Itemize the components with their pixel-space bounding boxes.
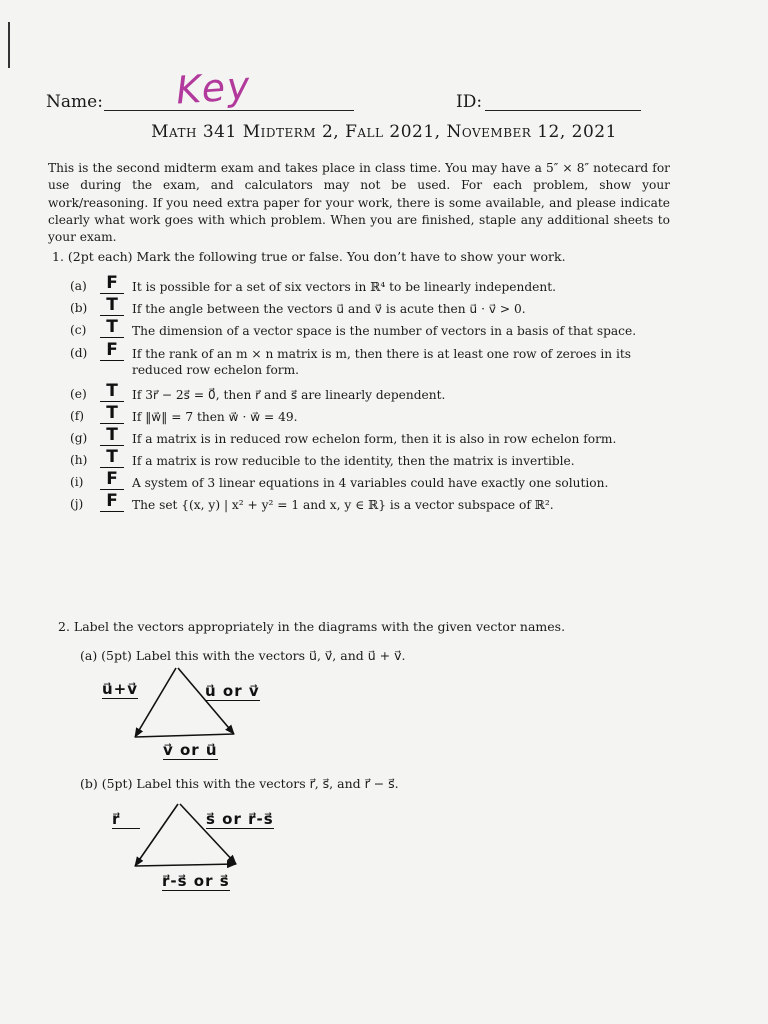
vector-bottom-b	[135, 864, 236, 866]
item-letter: (e)	[70, 387, 87, 401]
statement: If the angle between the vectors u⃗ and v⃗ is acute then u⃗ · v⃗ > 0.	[132, 302, 526, 316]
item-letter: (c)	[70, 323, 87, 337]
id-label: ID:	[456, 92, 483, 112]
statement: If ‖w⃗‖ = 7 then w⃗ · w⃗ = 49.	[132, 410, 298, 424]
statement: If the rank of an m × n matrix is m, then there is at least one row of zeroes in its reduced row echelon form.	[132, 347, 632, 377]
answer-mark: F	[100, 273, 124, 294]
label-b-left: r⃗	[112, 810, 140, 829]
label-b-right: s⃗ or r⃗-s⃗	[206, 810, 274, 828]
vector-right-a	[178, 668, 234, 734]
statement: The set {(x, y) | x² + y² = 1 and x, y ∈ ℝ} is a vector subspace of ℝ².	[132, 498, 554, 512]
page-title: Math 341 Midterm 2, Fall 2021, November 12, 2021	[151, 122, 617, 142]
item-letter: (h)	[70, 453, 88, 467]
answer-mark: T	[100, 425, 124, 446]
item-letter: (a)	[70, 279, 87, 293]
label-b-bottom: r⃗-s⃗ or s⃗	[162, 872, 230, 890]
item-letter: (b)	[70, 301, 88, 315]
q2a-prompt: (a) (5pt) Label this with the vectors u⃗, v⃗, and u⃗ + v⃗.	[80, 648, 406, 663]
answer-mark: T	[100, 317, 124, 338]
label-a-left: u⃗+v⃗	[102, 680, 139, 698]
q1-heading: 1. (2pt each) Mark the following true or false. You don’t have to show your work.	[52, 249, 566, 264]
vector-bottom-a	[135, 734, 234, 737]
instructions: This is the second midterm exam and takes place in class time. You may have a 5″ × 8″ notecard for use during the exam, and calculators may not be used. For each problem, show your work/reasoning. If you need extra paper for your work, there is some available, and please indicate clearly what work goes with which problem. When you are finished, staple any additional sheets to your exam.	[48, 161, 670, 245]
item-letter: (j)	[70, 497, 84, 511]
answer-mark: F	[100, 340, 124, 361]
answer-mark: T	[100, 381, 124, 402]
answer-mark: T	[100, 295, 124, 316]
q2b-prompt: (b) (5pt) Label this with the vectors r⃗, s⃗, and r⃗ − s⃗.	[80, 776, 399, 791]
statement: It is possible for a set of six vectors in ℝ⁴ to be linearly independent.	[132, 280, 556, 294]
item-letter: (d)	[70, 346, 88, 360]
item-letter: (i)	[70, 475, 84, 489]
statement: If a matrix is in reduced row echelon form, then it is also in row echelon form.	[132, 432, 617, 446]
q2-heading: 2. Label the vectors appropriately in the diagrams with the given vector names.	[58, 619, 566, 634]
answer-mark: F	[100, 469, 124, 490]
answer-mark: T	[100, 447, 124, 468]
label-a-bottom: v⃗ or u⃗	[163, 741, 218, 759]
item-letter: (f)	[70, 409, 85, 423]
vector-left-b	[135, 804, 178, 866]
answer-mark: F	[100, 491, 124, 512]
statement: The dimension of a vector space is the number of vectors in a basis of that space.	[132, 324, 637, 338]
vector-left-a	[135, 668, 176, 737]
item-letter: (g)	[70, 431, 88, 445]
answer-mark: T	[100, 403, 124, 424]
triangle-a	[135, 668, 234, 737]
statement: If 3r⃗ − 2s⃗ = 0⃗, then r⃗ and s⃗ are linearly dependent.	[132, 388, 446, 402]
name-label: Name:	[46, 92, 103, 112]
name-handwritten: Key	[174, 63, 253, 113]
statement: A system of 3 linear equations in 4 variables could have exactly one solution.	[132, 476, 609, 490]
label-a-right: u⃗ or v⃗	[205, 682, 260, 700]
statement: If a matrix is row reducible to the identity, then the matrix is invertible.	[132, 454, 575, 468]
